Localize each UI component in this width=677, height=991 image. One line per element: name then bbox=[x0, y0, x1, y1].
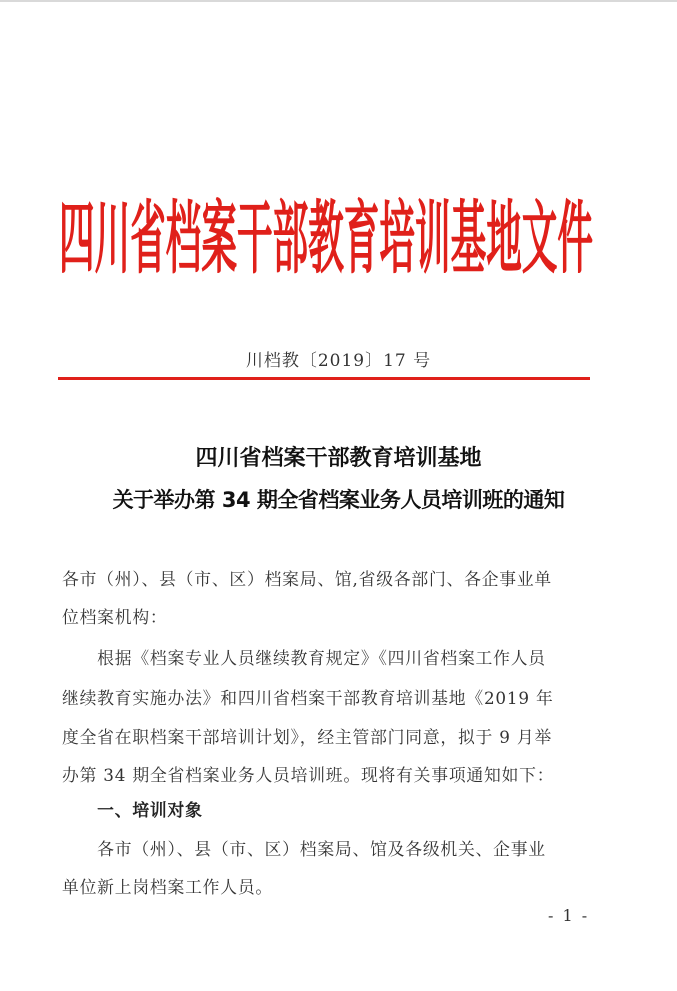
header-title-text: 四川省档案干部教育培训基地文件 bbox=[59, 192, 593, 282]
body-line: 度全省在职档案干部培训计划》，经主管部门同意，拟于 9 月举 bbox=[62, 727, 553, 747]
document-header-title bbox=[56, 182, 596, 282]
body-line: 各市（州）、县（市、区）档案局、馆,省级各部门、各企事业单 bbox=[62, 569, 553, 589]
body-line: 位档案机构： bbox=[62, 607, 168, 627]
section-heading: 一、培训对象 bbox=[62, 800, 203, 820]
notice-title-line-2: 关于举办第 34 期全省档案业务人员培训班的通知 bbox=[112, 488, 565, 512]
body-line: 继续教育实施办法》和四川省档案干部教育培训基地《2019 年 bbox=[62, 688, 554, 708]
notice-title-line-1: 四川省档案干部教育培训基地 bbox=[195, 446, 482, 471]
red-divider-line bbox=[58, 377, 590, 380]
body-line: 办第 34 期全省档案业务人员培训班。现将有关事项通知如下： bbox=[62, 765, 555, 785]
page-number: - 1 - bbox=[548, 906, 590, 925]
body-line: 根据《档案专业人员继续教育规定》《四川省档案工作人员 bbox=[62, 648, 546, 668]
body-line: 单位新上岗档案工作人员。 bbox=[62, 877, 273, 897]
body-line: 各市（州）、县（市、区）档案局、馆及各级机关、企事业 bbox=[62, 839, 546, 859]
document-number: 川档教〔2019〕17 号 bbox=[245, 351, 432, 371]
page-top-edge bbox=[0, 0, 677, 2]
